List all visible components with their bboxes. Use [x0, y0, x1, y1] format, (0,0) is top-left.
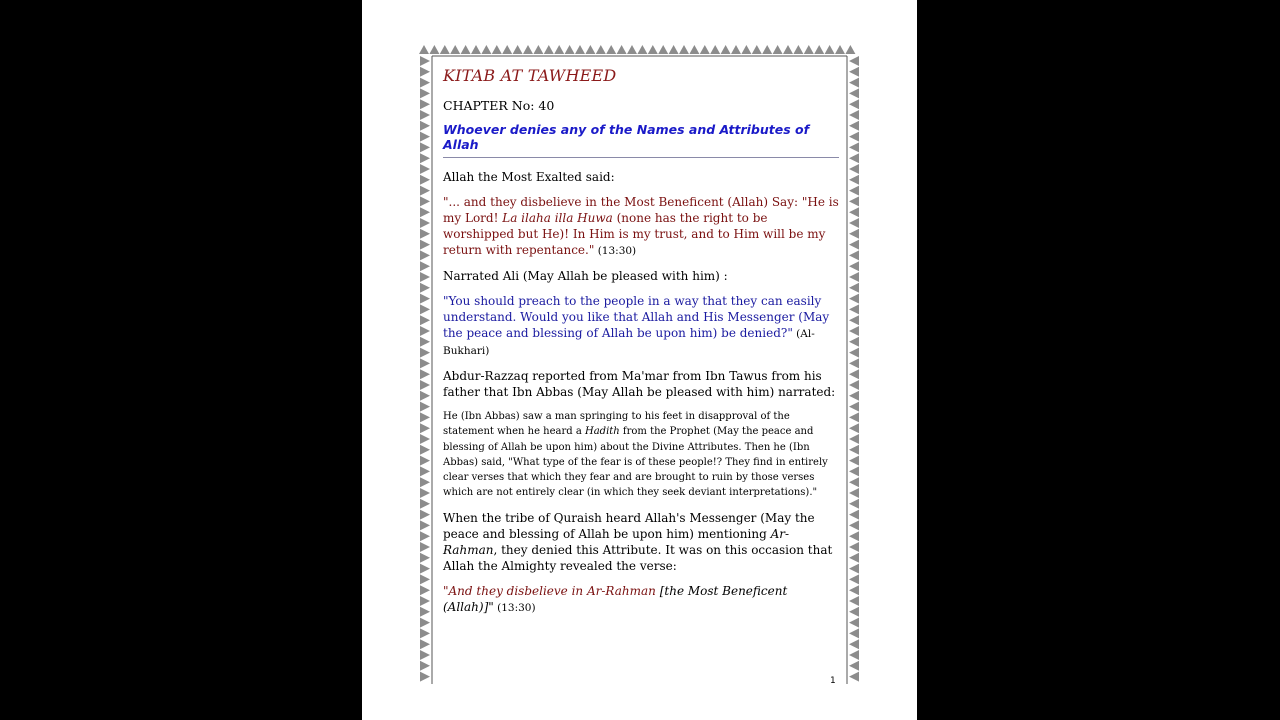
hadith-quote: "You should preach to the people in a way that they can easily understand. Would you like that Allah and His Messenger (May the peace and blessing of Allah be upon him) be denied?" (Al-Bukhari)	[443, 294, 830, 357]
chapter-title: Whoever denies any of the Names and Attributes of Allah	[443, 122, 839, 158]
report-paragraph: Abdur-Razzaq reported from Ma'mar from Ibn Tawus from his father that Ibn Abbas (May Allah be pleased with him) narrated:	[443, 369, 836, 399]
quraish-paragraph: When the tribe of Quraish heard Allah's Messenger (May the peace and blessing of Allah be upon him) mentioning Ar-Rahman, they denied this Attribute. It was on this occasion that Allah the Almighty revealed the verse:	[443, 510, 833, 573]
narration-intro: Narrated Ali (May Allah be pleased with him) :	[443, 269, 728, 283]
document-page	[362, 0, 917, 720]
verse-quote: "And they disbelieve in Ar-Rahman [the Most Beneficent (Allah)]" (13:30)	[443, 583, 788, 614]
chapter-number: CHAPTER No: 40	[443, 98, 555, 113]
quran-quote: "... and they disbelieve in the Most Beneficent (Allah) Say: "He is my Lord! La ilaha illa Huwa (none has the right to be worshipped but He)! In Him is my trust, and to Him will be my return with repentance." (13:30)	[443, 195, 839, 257]
intro-paragraph: Allah the Most Exalted said:	[443, 170, 615, 184]
ibn-abbas-narration: He (Ibn Abbas) saw a man springing to his feet in disapproval of the statement when he heard a Hadith from the Prophet (May the peace and blessing of Allah be upon him) about the Divine Attributes. Then he (Ibn Abbas) said, "What type of the fear is of these people!? They find in entirely clear verses that which they fear and are brought to ruin by those verses which are not entirely clear (in which they seek deviant interpretations)."	[443, 411, 828, 499]
document-content	[443, 66, 839, 625]
page-number: 1	[830, 676, 836, 686]
book-title: KITAB AT TAWHEED	[443, 66, 617, 85]
